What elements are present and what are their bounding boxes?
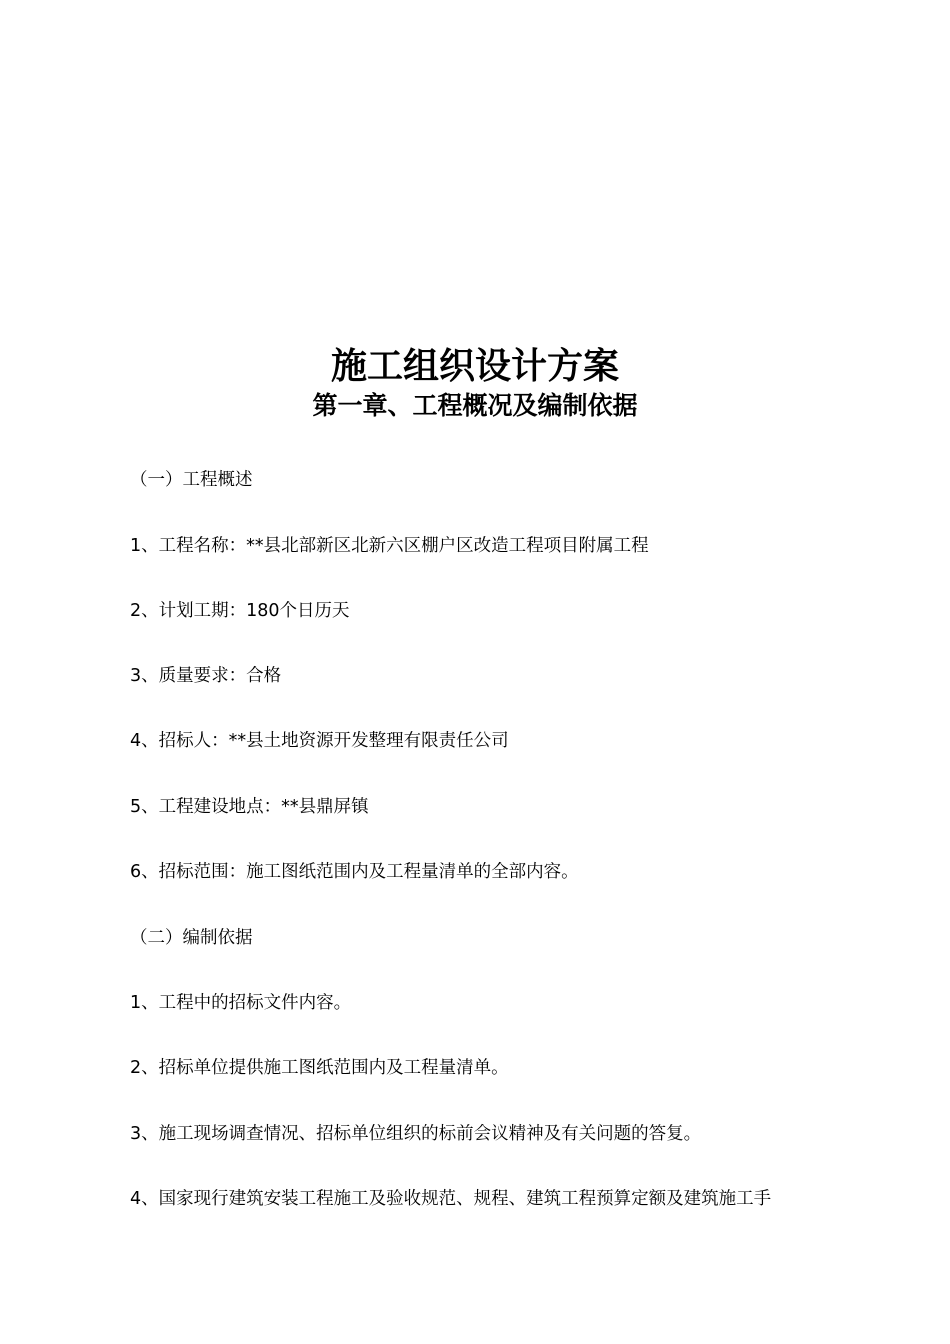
overview-item-tenderer: 4、招标人：**县土地资源开发整理有限责任公司 <box>130 731 509 751</box>
section-heading-basis: （二）编制依据 <box>130 928 253 948</box>
overview-item-project-name: 1、工程名称：**县北部新区北新六区棚户区改造工程项目附属工程 <box>130 536 649 556</box>
overview-item-quality: 3、质量要求：合格 <box>130 666 282 686</box>
basis-item-site-survey: 3、施工现场调查情况、招标单位组织的标前会议精神及有关问题的答复。 <box>130 1124 702 1144</box>
overview-item-scope: 6、招标范围：施工图纸范围内及工程量清单的全部内容。 <box>130 862 579 882</box>
document-title: 施工组织设计方案 <box>330 346 619 387</box>
overview-item-schedule: 2、计划工期：180个日历天 <box>130 601 350 621</box>
chapter-title: 第一章、工程概况及编制依据 <box>312 391 638 420</box>
basis-item-tender-docs: 1、工程中的招标文件内容。 <box>130 993 352 1013</box>
basis-item-national-codes: 4、国家现行建筑安装工程施工及验收规范、规程、建筑工程预算定额及建筑施工手 <box>130 1189 772 1209</box>
section-heading-overview: （一）工程概述 <box>130 470 253 490</box>
basis-item-drawings: 2、招标单位提供施工图纸范围内及工程量清单。 <box>130 1058 509 1078</box>
overview-item-location: 5、工程建设地点：**县鼎屏镇 <box>130 797 369 817</box>
